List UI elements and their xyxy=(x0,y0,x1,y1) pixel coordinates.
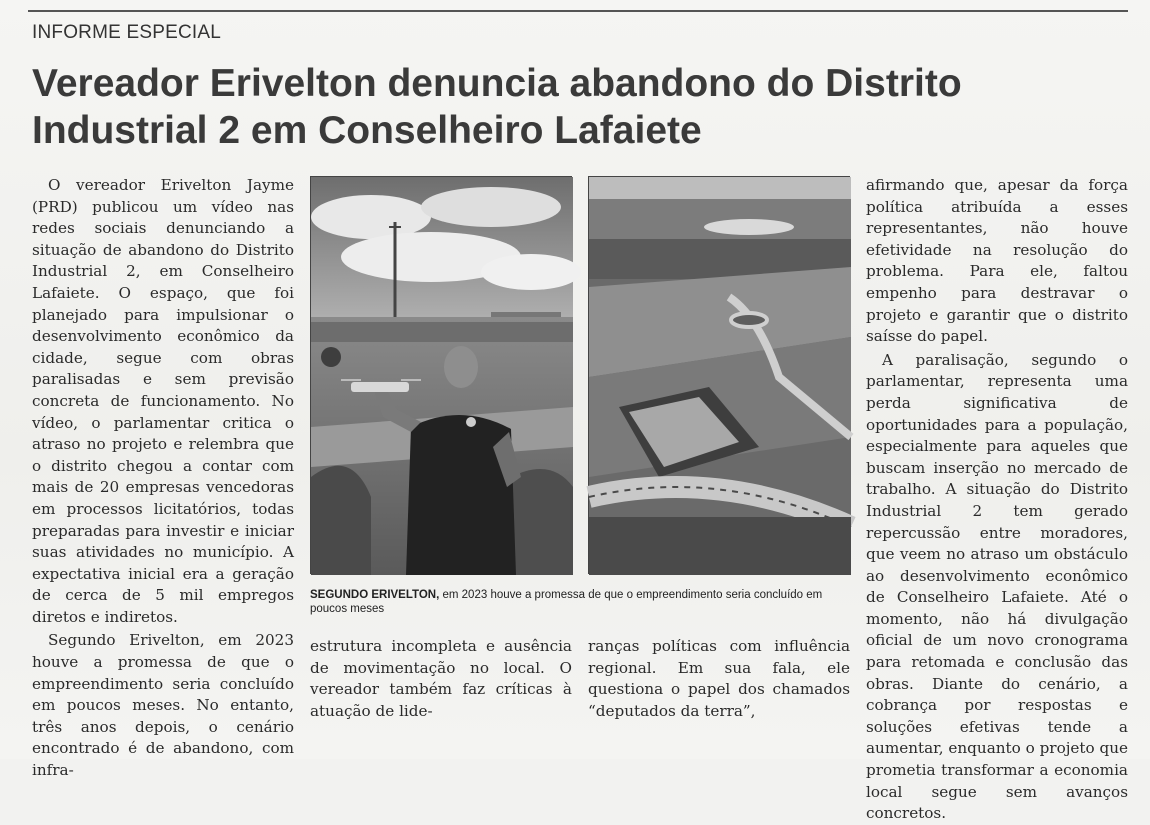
photo-drone-illustration xyxy=(311,177,573,575)
photo-caption xyxy=(310,588,850,616)
caption-lead: SEGUNDO ERIVELTON, xyxy=(310,589,440,601)
paragraph: O vereador Erivelton Jayme (PRD) publicou um vídeo nas redes sociais denunciando a situação de abandono do Distrito Industrial 2, em Conselheiro Lafaiete. O espaço, que foi planejado para impulsionar o desenvolvimento econômico da cidade, segue com obras paralisadas e sem previsão concreta de funcionamento. No vídeo, o parlamentar critica o atraso no projeto e relembra que o distrito chegou a contar com mais de 20 empresas vencedoras em processos licitatórios, todas preparadas para investir e iniciar suas atividades no município. A expectativa inicial era a geração de cerca de 5 mil empregos diretos e indiretos. xyxy=(32,176,294,626)
paragraph: Segundo Erivelton, em 2023 houve a promessa de que o empreendimento seria concluído em poucos meses. No entanto, três anos depois, o cenário encontrado é de abandono, com infra- xyxy=(32,631,294,780)
photo-aerial-illustration xyxy=(589,177,851,575)
headline: Vereador Erivelton denuncia abandono do Distrito Industrial 2 em Conselheiro Lafaiete xyxy=(32,62,962,152)
caption-text: em 2023 houve a promessa de que o empreendimento seria concluído em poucos meses xyxy=(310,589,823,615)
article-column-1 xyxy=(32,175,294,782)
top-rule xyxy=(28,10,1128,12)
paragraph: A paralisação, segundo o parlamentar, representa uma perda significativa de oportunidades para a população, especialmente para aqueles que buscam inserção no mercado de trabalho. A situação do Distrito Industrial 2 tem gerado repercussão entre moradores, que veem no atraso um obstáculo ao desenvolvimento econômico de Conselheiro Lafaiete. Até o momento, não há divulgação oficial de um novo cronograma para retomada e conclusão das obras. Diante do cenário, a cobrança por respostas e soluções efetivas tende a aumentar, enquanto o projeto que prometia transformar a economia local segue sem avanços concretos. xyxy=(866,350,1128,823)
man-holding-drone-photo xyxy=(310,176,572,574)
paragraph: estrutura incompleta e ausência de movimentação no local. O vereador também faz críticas à atuação de lide- xyxy=(310,637,572,720)
section-label: INFORME ESPECIAL xyxy=(32,22,222,43)
aerial-industrial-district-photo xyxy=(588,176,850,574)
paragraph: ranças políticas com influência regional. Em sua fala, ele questiona o papel dos chamados “deputados da terra”, xyxy=(588,637,850,720)
article-column-2 xyxy=(310,636,572,722)
article-column-3 xyxy=(588,636,850,722)
article-column-4 xyxy=(866,175,1128,825)
paragraph: afirmando que, apesar da força política atribuída a esses representantes, não houve efetividade na resolução do problema. Para ele, faltou empenho para destravar o projeto e garantir que o distrito saísse do papel. xyxy=(866,176,1128,346)
